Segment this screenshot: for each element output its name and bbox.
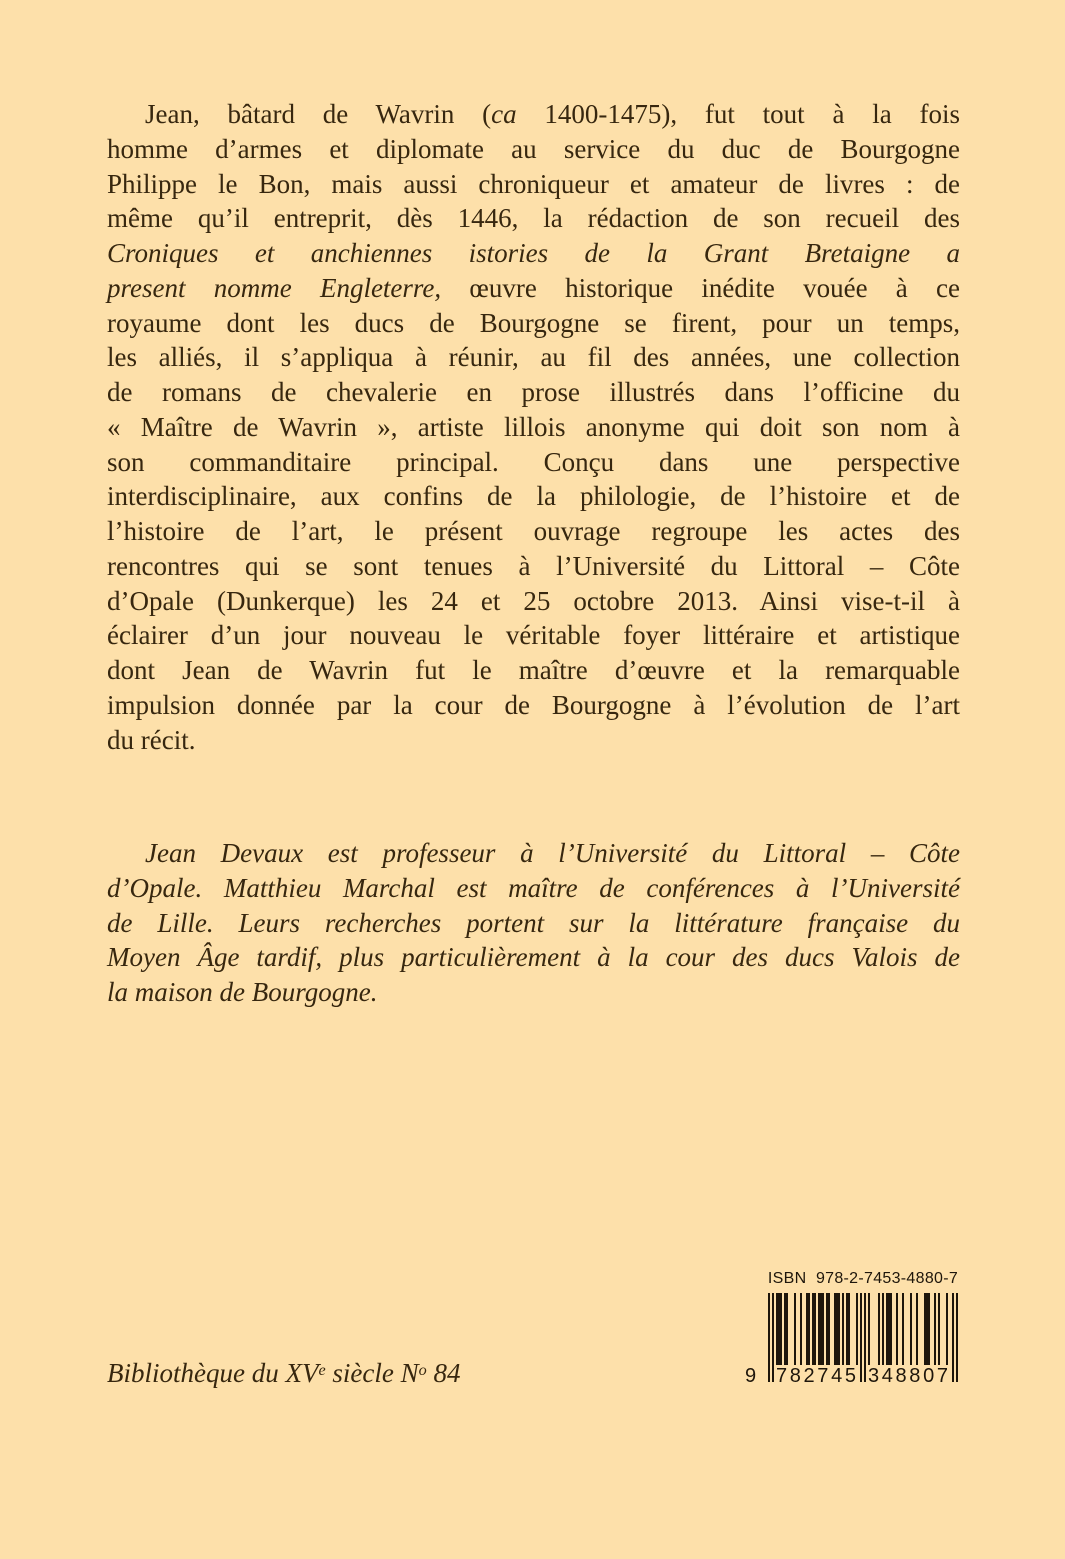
text-line: Moyen Âge tardif, plus particulièrement à la cour des ducs Valois de (107, 942, 960, 973)
barcode-digit: 8 (909, 1365, 921, 1387)
isbn-text: ISBN 978-2-7453-4880-7 (767, 1270, 959, 1287)
barcode-digit-group (776, 1365, 856, 1388)
text-line: d’Opale. Matthieu Marchal est maître de conférences à l’Université (107, 872, 960, 903)
barcode-digit: 7 (776, 1365, 788, 1387)
text-line: impulsion donnée par la cour de Bourgogne à l’évolution de l’art (107, 689, 960, 720)
text-line: l’histoire de l’art, le présent ouvrage regroupe les actes des (107, 516, 960, 546)
text-line: même qu’il entreprit, dès 1446, la rédaction de son recueil des (107, 203, 960, 234)
text-line: interdisciplinaire, aux confins de la philologie, de l’histoire et de (107, 481, 960, 512)
barcode-digit: 4 (881, 1365, 893, 1387)
barcode-digit: 8 (789, 1365, 801, 1387)
text-line: éclairer d’un jour nouveau le véritable foyer littéraire et artistique (107, 620, 960, 651)
text-line: rencontres qui se sont tenues à l’Université du Littoral – Côte (107, 550, 960, 581)
blurb-paragraph (107, 97, 960, 757)
text-line: homme d’armes et diplomate au service du duc de Bourgogne (107, 133, 960, 164)
text-line: dont Jean de Wavrin fut le maître d’œuvre et la remarquable (107, 655, 960, 685)
barcode-digit: 9 (745, 1365, 757, 1387)
barcode-digit-group (868, 1365, 948, 1388)
series-number-line: Bibliothèque du XVe siècle $N^o$ 84 (107, 1358, 461, 1388)
text-line: du récit. (107, 724, 196, 755)
text-line: de romans de chevalerie en prose illustrés dans l’officine du (107, 377, 960, 407)
text-line: Jean Devaux est professeur à l’Université du Littoral – Côte (145, 838, 960, 868)
text-line: son commanditaire principal. Conçu dans une perspective (107, 446, 960, 477)
authors-bio-paragraph (107, 836, 960, 1010)
text-line: « Maître de Wavrin », artiste lillois anonyme qui doit son nom à (107, 411, 960, 442)
barcode-digit: 0 (923, 1365, 935, 1387)
text-line: Jean, bâtard de Wavrin (ca 1400-1475), fut tout à la fois (145, 99, 960, 129)
barcode-digit: 7 (936, 1365, 948, 1387)
barcode-digit-group (745, 1365, 759, 1388)
barcode-digit: 2 (803, 1365, 815, 1387)
text-line: present nomme Engleterre, œuvre historique inédite vouée à ce (107, 272, 960, 303)
barcode-digit: 3 (868, 1365, 880, 1387)
barcode-digit: 7 (817, 1365, 829, 1387)
text-line: Philippe le Bon, mais aussi chroniqueur et amateur de livres : de (107, 168, 960, 199)
text-line: royaume dont les ducs de Bourgogne se firent, pour un temps, (107, 307, 960, 338)
barcode-digit: 5 (844, 1365, 856, 1387)
text-line: les alliés, il s’appliqua à réunir, au fil des années, une collection (107, 342, 960, 373)
text-line: Croniques et anchiennes istories de la Grant Bretaigne a (107, 238, 960, 268)
barcode-digit: 8 (895, 1365, 907, 1387)
barcode-digit: 4 (831, 1365, 843, 1387)
text-line: de Lille. Leurs recherches portent sur la littérature française du (107, 907, 960, 938)
text-line: la maison de Bourgogne. (107, 977, 378, 1007)
text-line: d’Opale (Dunkerque) les 24 et 25 octobre 2013. Ainsi vise-t-il à (107, 585, 960, 616)
isbn-barcode-block (745, 1270, 963, 1400)
